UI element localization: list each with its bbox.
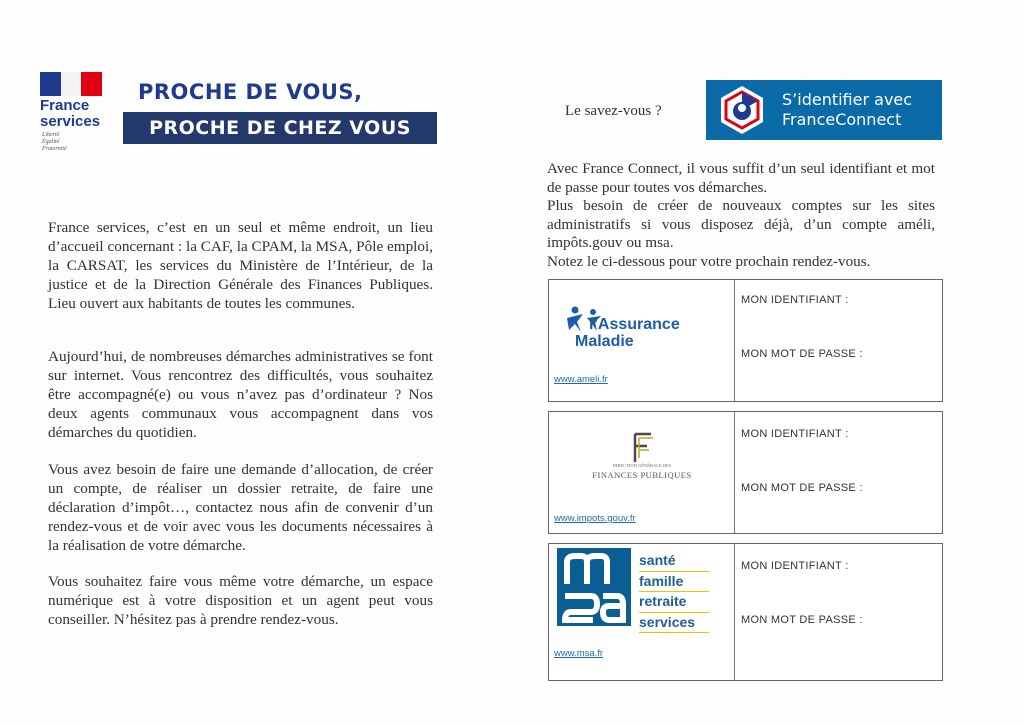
fc-info-line: Avec France Connect, il vous suffit d’un seul identifiant et mot de passe pour toutes vos démarches. [547,160,935,196]
msa-word: services [639,613,709,634]
franceconnect-info [547,160,935,271]
card-divider [734,544,735,680]
marianne-flag-icon [40,72,102,96]
ameli-credentials-card [548,279,943,402]
msa-logo-icon [557,548,631,626]
ameli-line1: l’Assurance [589,316,680,333]
msa-word: santé [639,551,709,572]
fc-info-line: Plus besoin de créer de nouveaux comptes sur les sites administratifs si vous disposez déjà, d’un compte améli, impôts.gouv ou msa. [547,197,935,251]
fc-line1: S’identifier avec [782,90,913,109]
impots-url-link[interactable]: www.impots.gouv.fr [554,513,636,524]
header-title-line2: PROCHE DE CHEZ VOUS [123,112,437,144]
franceconnect-button[interactable] [706,80,942,140]
fc-info-line: Notez le ci-dessous pour votre prochain rendez-vous. [547,252,871,270]
logo-motto [42,132,67,153]
ameli-id-label: MON IDENTIFIANT : [741,294,849,306]
did-you-know-label: Le savez-vous ? [565,103,662,119]
services-paragraph: Vous avez besoin de faire une demande d’allocation, de créer un compte, de réaliser un dossier retraite, de faire une déclaration d’impôt…, contactez nous afin de convenir d’un rendez-vous et de voir avec vous les documents nécessaires à la réalisation de votre démarche. [48,461,433,554]
msa-tagline [639,551,709,633]
motto-fraternite: Fraternité [42,146,67,152]
dgfip-name: FINANCES PUBLIQUES [592,470,692,480]
impots-password-label: MON MOT DE PASSE : [741,482,863,494]
card-divider [734,280,735,401]
self-service-paragraph: Vous souhaitez faire vous même votre démarche, un espace numérique est à votre disposition et un agent peut vous conseiller. N’hésitez pas à prendre rendez-vous. [48,573,433,628]
finances-publiques-logo-icon [629,432,655,464]
intro-paragraph: France services, c’est en un seul et même endroit, un lieu d’accueil concernant : la CAF, la CPAM, la MSA, Pôle emploi, la CARSAT, les services du Ministère de l’Intérieur, de la justice et de la Direction Générale des Finances Publiques. Lieu ouvert aux habitants de toutes les communes. [48,219,433,312]
dgfip-small-text: DIRECTION GÉNÉRALE DES [612,463,672,468]
logo-line2: services [40,113,101,130]
ameli-logo-text [575,316,680,350]
msa-password-label: MON MOT DE PASSE : [741,614,863,626]
impots-id-label: MON IDENTIFIANT : [741,428,849,440]
ameli-url-link[interactable]: www.ameli.fr [554,374,608,385]
logo-text [40,98,100,130]
msa-word: retraite [639,592,709,613]
franceconnect-hexagon-icon [716,84,768,136]
ameli-line2: Maladie [575,333,634,350]
header-title-line1: PROCHE DE VOUS, [138,80,363,104]
france-services-logo [40,72,110,152]
msa-url-link[interactable]: www.msa.fr [554,648,604,659]
logo-line1: France [40,97,90,114]
franceconnect-label [782,90,912,130]
internet-paragraph: Aujourd’hui, de nombreuses démarches administratives se font sur internet. Vous rencontrez des difficultés, vous souhaitez être accompagné(e) ou vous n’avez pas d’ordinateur ? Nos deux agents communaux vous accompagnent dans vos démarches du quotidien. [48,348,433,441]
msa-credentials-card [548,543,943,681]
msa-id-label: MON IDENTIFIANT : [741,560,849,572]
card-divider [734,412,735,533]
impots-credentials-card [548,411,943,534]
fc-line2: FranceConnect [782,110,902,129]
msa-word: famille [639,572,709,593]
motto-egalite: Égalité [42,139,60,145]
motto-liberte: Liberté [42,132,60,138]
ameli-password-label: MON MOT DE PASSE : [741,348,863,360]
